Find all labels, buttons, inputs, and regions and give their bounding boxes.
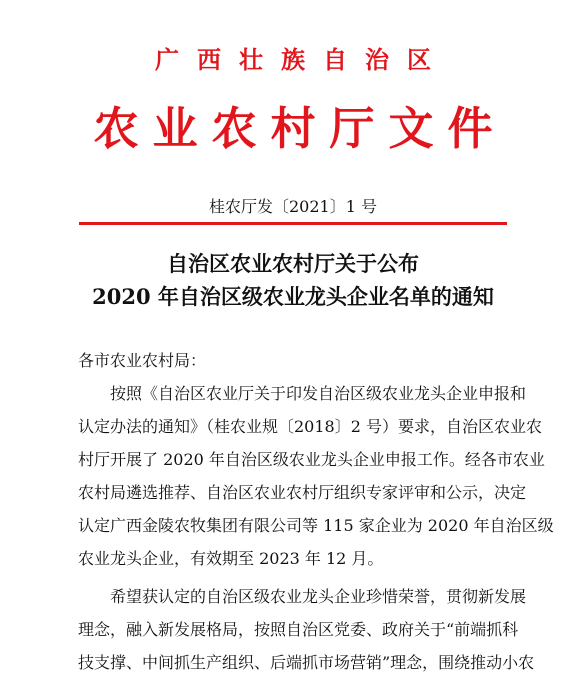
issuer-main-line: 农业农村厅文件 bbox=[93, 102, 507, 155]
paragraph-2 bbox=[78, 580, 535, 679]
paragraph-1 bbox=[78, 377, 554, 575]
paragraph-line: 理念，融入新发展格局，按照自治区党委、政府关于“前端抓科 bbox=[78, 620, 519, 639]
document-title bbox=[0, 247, 586, 313]
paragraph-line: 村厅开展了 2020 年自治区级农业龙头企业申报工作。经各市农业 bbox=[78, 450, 545, 469]
paragraph-line: 希望获认定的自治区级农业龙头企业珍惜荣誉，贯彻新发展 bbox=[110, 587, 527, 606]
title-line-1: 自治区农业农村厅关于公布 bbox=[167, 251, 419, 276]
paragraph-line: 认定广西金陵农牧集团有限公司等 115 家企业为 2020 年自治区级 bbox=[78, 516, 554, 535]
paragraph-line: 农村局遴选推荐、自治区农业农村厅组织专家评审和公示，决定 bbox=[78, 483, 527, 502]
paragraph-line: 按照《自治区农业厅关于印发自治区级农业龙头企业申报和 bbox=[110, 384, 527, 403]
paragraph-line: 农业龙头企业，有效期至 2023 年 12 月。 bbox=[78, 549, 384, 568]
paragraph-line: 认定办法的通知》（桂农业规〔2018〕2 号）要求，自治区农业农 bbox=[78, 417, 542, 436]
document-body bbox=[78, 344, 554, 679]
issuer-top-line: 广西壮族自治区 bbox=[155, 45, 449, 74]
red-divider-rule bbox=[79, 222, 507, 225]
document-number: 桂农厅发〔2021〕1 号 bbox=[209, 197, 377, 216]
title-line-2: 2020 年自治区级农业龙头企业名单的通知 bbox=[92, 284, 494, 309]
salutation: 各市农业农村局： bbox=[78, 351, 207, 370]
paragraph-line: 技支撑、中间抓生产组织、后端抓市场营销”理念，围绕推动小农 bbox=[78, 653, 535, 672]
